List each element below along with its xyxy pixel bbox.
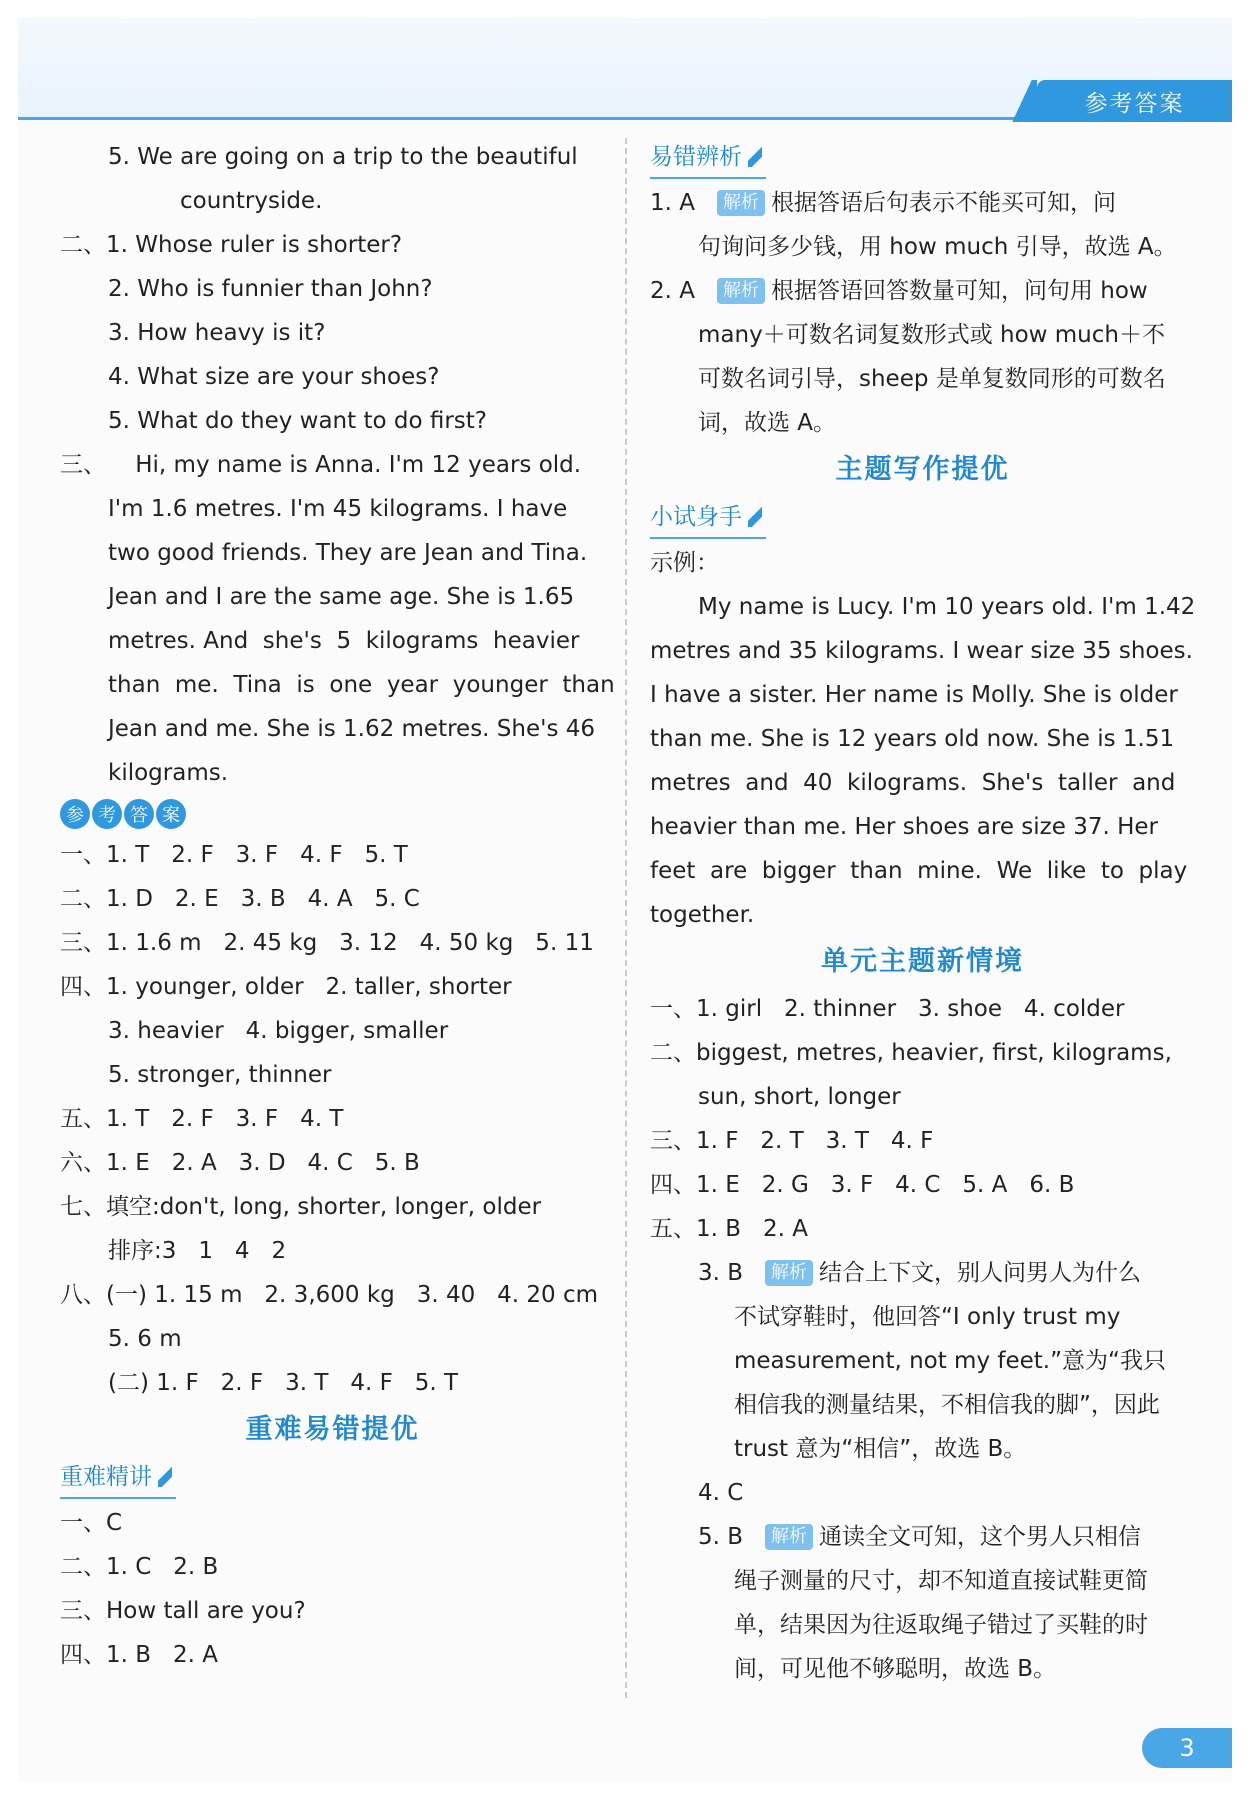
answer-line: 八、(一) 1. 15 m 2. 3,600 kg 3. 40 4. 20 cm <box>60 1282 599 1308</box>
answer-line: 2. Who is funnier than John? <box>108 276 433 302</box>
pen-icon <box>158 1467 172 1487</box>
section-title: 单元主题新情境 <box>821 946 1024 977</box>
answer-line: 一、1. T 2. F 3. F 4. F 5. T <box>60 842 408 868</box>
page-number-label: 3 <box>1179 1734 1195 1762</box>
answer-line: 排序:3 1 4 2 <box>108 1238 287 1264</box>
answer-line: 四、1. B 2. A <box>60 1642 218 1668</box>
sub-title <box>650 137 766 179</box>
essay-line: heavier than me. Her shoes are size 37. Her <box>650 814 1158 840</box>
header-tab <box>1037 80 1232 122</box>
explanation-line: 间，可见他不够聪明，故选 B。 <box>734 1656 1057 1682</box>
item-lead: 5. B <box>698 1524 744 1550</box>
paragraph-line: Jean and I are the same age. She is 1.65 <box>108 584 575 610</box>
pen-icon <box>748 147 762 167</box>
explanation-line <box>650 1251 1195 1295</box>
explanation-line: 绳子测量的尺寸，却不知道直接试鞋更简 <box>734 1568 1148 1594</box>
answer-line: sun, short, longer <box>698 1084 901 1110</box>
explanation-text: 结合上下文，别人问男人为什么 <box>818 1260 1141 1286</box>
answer-line: 5. 6 m <box>108 1326 182 1352</box>
essay-line: metres and 35 kilograms. I wear size 35 shoes. <box>650 638 1193 664</box>
answer-line: 5. We are going on a trip to the beautiful <box>108 144 578 170</box>
explanation-line: 句询问多少钱，用 how much 引导，故选 A。 <box>698 234 1177 260</box>
badge-char: 考 <box>92 799 122 829</box>
analysis-tag: 解析 <box>717 190 765 216</box>
explanation-line <box>650 269 1195 313</box>
explanation-line: 相信我的测量结果，不相信我的脚”，因此 <box>734 1392 1160 1418</box>
explanation-line: many＋可数名词复数形式或 how much＋不 <box>698 322 1165 348</box>
essay-line: I have a sister. Her name is Molly. She is older <box>650 682 1178 708</box>
essay-line: than me. She is 12 years old now. She is 1.51 <box>650 726 1175 752</box>
explanation-line: 词，故选 A。 <box>698 410 837 436</box>
essay-line: My name is Lucy. I'm 10 years old. I'm 1.42 <box>698 594 1196 620</box>
paragraph-line: two good friends. They are Jean and Tina. <box>108 540 588 566</box>
explanation-line: 不试穿鞋时，他回答“I only trust my <box>734 1304 1121 1330</box>
explanation-line: measurement, not my feet.”意为“我只 <box>734 1348 1166 1374</box>
right-column <box>650 135 1195 1691</box>
answer-line: 三、1. F 2. T 3. T 4. F <box>650 1128 934 1154</box>
sub-title <box>650 497 766 539</box>
paragraph-line: 三、 Hi, my name is Anna. I'm 12 years old. <box>60 452 582 478</box>
answer-line: 一、1. girl 2. thinner 3. shoe 4. colder <box>650 996 1125 1022</box>
explanation-text: 通读全文可知，这个男人只相信 <box>818 1524 1141 1550</box>
sub-title-label: 易错辨析 <box>650 144 742 170</box>
answer-line: 二、1. D 2. E 3. B 4. A 5. C <box>60 886 420 912</box>
pen-icon <box>748 507 762 527</box>
paragraph-line: I'm 1.6 metres. I'm 45 kilograms. I have <box>108 496 568 522</box>
sub-title-label: 重难精讲 <box>60 1464 152 1490</box>
answer-line: 五、1. B 2. A <box>650 1216 808 1242</box>
answer-line: 3. How heavy is it? <box>108 320 326 346</box>
answer-line: 六、1. E 2. A 3. D 4. C 5. B <box>60 1150 420 1176</box>
essay-line: together. <box>650 902 755 928</box>
paragraph-line: Jean and me. She is 1.62 metres. She's 46 <box>108 716 596 742</box>
explanation-line: 单，结果因为往返取绳子错过了买鞋的时 <box>734 1612 1148 1638</box>
item-lead: 2. A <box>650 278 695 304</box>
explanation-text: 根据答语后句表示不能买可知，问 <box>770 190 1116 216</box>
column-divider <box>625 138 627 1698</box>
explanation-line: 可数名词引导，sheep 是单复数同形的可数名 <box>698 366 1166 392</box>
badge-char: 参 <box>60 799 90 829</box>
explanation-line <box>650 181 1195 225</box>
analysis-tag: 解析 <box>765 1260 813 1286</box>
badge-char: 答 <box>124 799 154 829</box>
item-lead: 1. A <box>650 190 695 216</box>
sub-title-label: 小试身手 <box>650 504 742 530</box>
analysis-tag: 解析 <box>717 278 765 304</box>
answer-line: countryside. <box>180 188 323 214</box>
answer-line: 三、How tall are you? <box>60 1598 306 1624</box>
answer-line: 4. C <box>698 1480 744 1506</box>
answer-line: 二、1. Whose ruler is shorter? <box>60 232 403 258</box>
section-title: 重难易错提优 <box>245 1414 420 1445</box>
answer-key-badge <box>60 799 605 829</box>
answer-line: 七、填空:don't, long, shorter, longer, older <box>60 1194 542 1220</box>
explanation-text: 根据答语回答数量可知，问句用 how <box>770 278 1148 304</box>
essay-line: feet are bigger than mine. We like to play <box>650 858 1188 884</box>
header-tab-label: 参考答案 <box>1084 90 1185 117</box>
page-number <box>1142 1728 1232 1768</box>
answer-line: 三、1. 1.6 m 2. 45 kg 3. 12 4. 50 kg 5. 11 <box>60 930 594 956</box>
analysis-tag: 解析 <box>765 1524 813 1550</box>
paragraph-line: than me. Tina is one year younger than <box>108 672 615 698</box>
answer-line: 二、1. C 2. B <box>60 1554 219 1580</box>
answer-line: 5. What do they want to do first? <box>108 408 487 434</box>
section-title: 主题写作提优 <box>835 454 1010 485</box>
answer-line: 5. stronger, thinner <box>108 1062 332 1088</box>
answer-line: (二) 1. F 2. F 3. T 4. F 5. T <box>108 1370 459 1396</box>
explanation-line: trust 意为“相信”，故选 B。 <box>734 1436 1027 1462</box>
left-column <box>60 135 615 1677</box>
answer-line: 二、biggest, metres, heavier, first, kilograms, <box>650 1040 1172 1066</box>
paragraph-line: metres. And she's 5 kilograms heavier <box>108 628 580 654</box>
essay-line: metres and 40 kilograms. She's taller and <box>650 770 1176 796</box>
badge-char: 案 <box>156 799 186 829</box>
answer-line: 四、1. younger, older 2. taller, shorter <box>60 974 512 1000</box>
answer-line: 4. What size are your shoes? <box>108 364 440 390</box>
paragraph-line: kilograms. <box>108 760 229 786</box>
sub-title <box>60 1457 176 1499</box>
answer-line: 五、1. T 2. F 3. F 4. T <box>60 1106 344 1132</box>
explanation-line <box>650 1515 1195 1559</box>
item-lead: 3. B <box>698 1260 744 1286</box>
answer-line: 四、1. E 2. G 3. F 4. C 5. A 6. B <box>650 1172 1075 1198</box>
answer-line: 3. heavier 4. bigger, smaller <box>108 1018 449 1044</box>
answer-line: 一、C <box>60 1510 123 1536</box>
example-label: 示例： <box>650 550 719 576</box>
